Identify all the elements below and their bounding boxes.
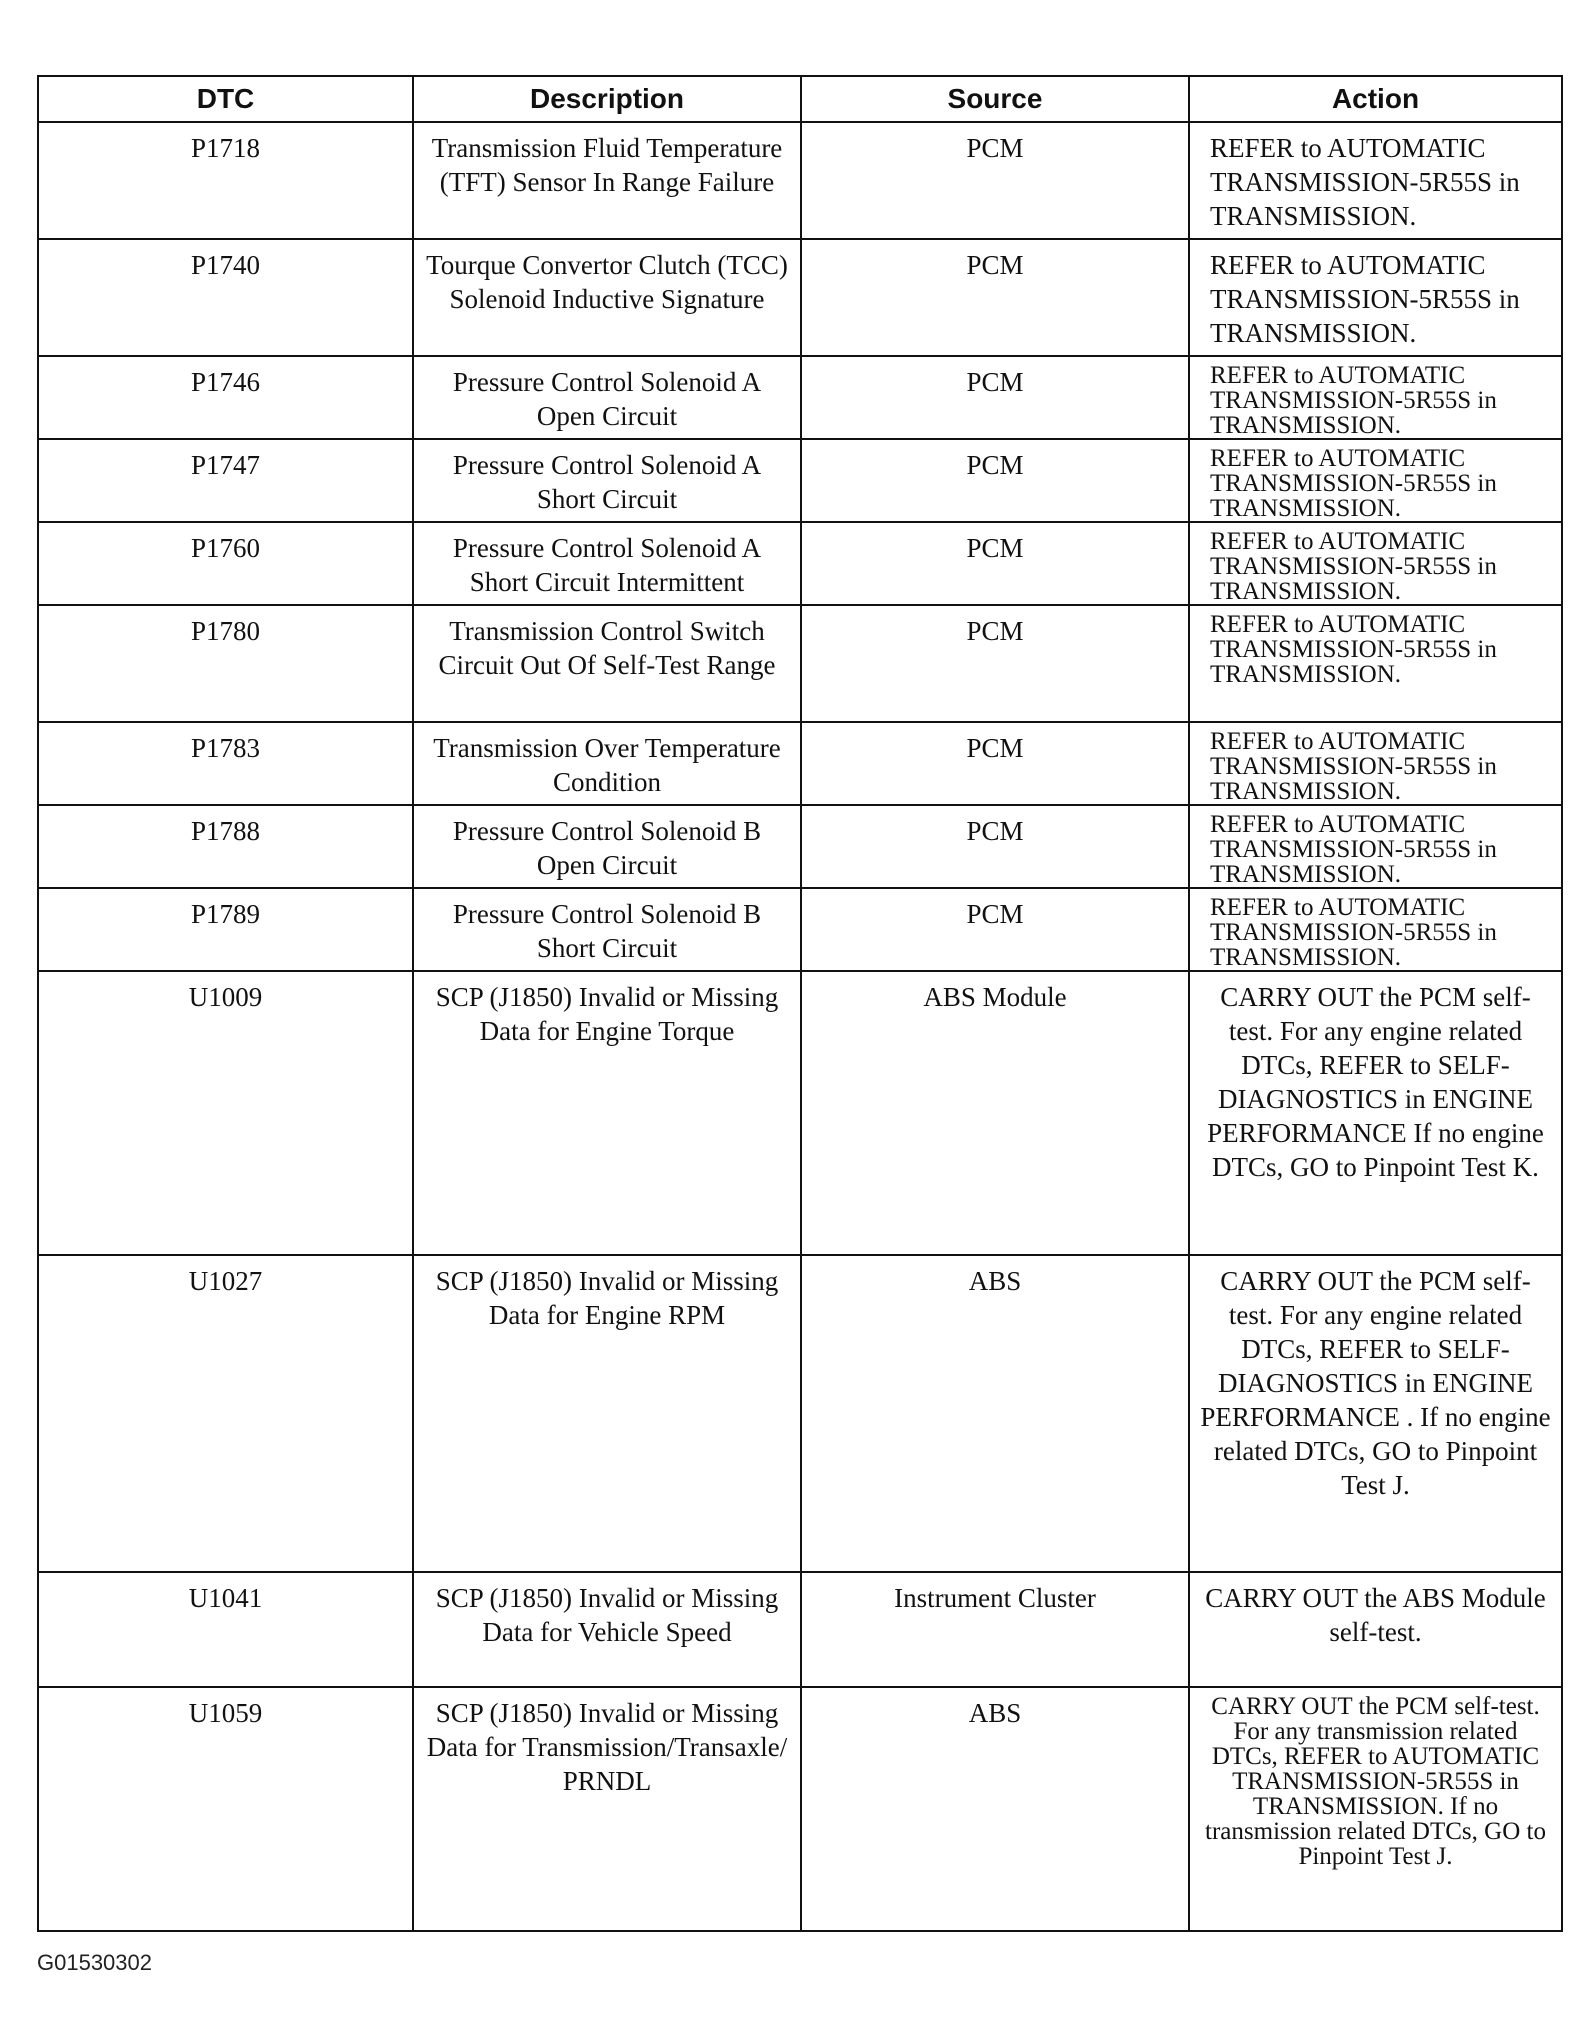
- dtc-code: U1059: [38, 1687, 413, 1931]
- table-row: [38, 805, 1562, 888]
- table-row: [38, 522, 1562, 605]
- dtc-description: Tourque Convertor Clutch (TCC) Solenoid Inductive Signature: [413, 239, 801, 356]
- dtc-action: CARRY OUT the PCM self-test. For any transmission related DTCs, REFER to AUTOMATIC TRANSMISSION-5R55S in TRANSMISSION. If no transmission related DTCs, GO to Pinpoint Test J.: [1189, 1687, 1562, 1931]
- dtc-action: REFER to AUTOMATIC TRANSMISSION-5R55S in TRANSMISSION.: [1189, 722, 1562, 805]
- dtc-code: P1718: [38, 122, 413, 239]
- header-source: Source: [801, 76, 1189, 122]
- dtc-action: REFER to AUTOMATIC TRANSMISSION-5R55S in TRANSMISSION.: [1189, 239, 1562, 356]
- dtc-code: P1788: [38, 805, 413, 888]
- table-row: [38, 888, 1562, 971]
- dtc-code: P1740: [38, 239, 413, 356]
- table-row: [38, 722, 1562, 805]
- dtc-source: PCM: [801, 605, 1189, 722]
- dtc-code: P1747: [38, 439, 413, 522]
- dtc-description: Transmission Control Switch Circuit Out Of Self-Test Range: [413, 605, 801, 722]
- table-header-row: [38, 76, 1562, 122]
- header-dtc: DTC: [38, 76, 413, 122]
- dtc-source: ABS Module: [801, 971, 1189, 1255]
- dtc-action: REFER to AUTOMATIC TRANSMISSION-5R55S in TRANSMISSION.: [1189, 356, 1562, 439]
- header-action: Action: [1189, 76, 1562, 122]
- dtc-action: REFER to AUTOMATIC TRANSMISSION-5R55S in TRANSMISSION.: [1189, 888, 1562, 971]
- dtc-action: CARRY OUT the PCM self-test. For any engine related DTCs, REFER to SELF-DIAGNOSTICS in ENGINE PERFORMANCE . If no engine related DTCs, GO to Pinpoint Test J.: [1189, 1255, 1562, 1572]
- table-row: [38, 439, 1562, 522]
- dtc-action: REFER to AUTOMATIC TRANSMISSION-5R55S in TRANSMISSION.: [1189, 605, 1562, 722]
- dtc-description: Pressure Control Solenoid B Open Circuit: [413, 805, 801, 888]
- table-row: [38, 356, 1562, 439]
- dtc-code: P1783: [38, 722, 413, 805]
- dtc-action: REFER to AUTOMATIC TRANSMISSION-5R55S in TRANSMISSION.: [1189, 522, 1562, 605]
- dtc-code: U1041: [38, 1572, 413, 1687]
- header-description: Description: [413, 76, 801, 122]
- dtc-description: SCP (J1850) Invalid or Missing Data for Engine RPM: [413, 1255, 801, 1572]
- dtc-source: PCM: [801, 356, 1189, 439]
- table-row: [38, 605, 1562, 722]
- dtc-action: CARRY OUT the ABS Module self-test.: [1189, 1572, 1562, 1687]
- dtc-table-container: [37, 75, 1561, 1932]
- dtc-source: Instrument Cluster: [801, 1572, 1189, 1687]
- dtc-source: PCM: [801, 122, 1189, 239]
- dtc-action: REFER to AUTOMATIC TRANSMISSION-5R55S in TRANSMISSION.: [1189, 122, 1562, 239]
- table-row: [38, 122, 1562, 239]
- dtc-description: Transmission Over Temperature Condition: [413, 722, 801, 805]
- dtc-code: P1780: [38, 605, 413, 722]
- dtc-code: P1746: [38, 356, 413, 439]
- dtc-source: PCM: [801, 239, 1189, 356]
- dtc-description: Transmission Fluid Temperature (TFT) Sensor In Range Failure: [413, 122, 801, 239]
- dtc-source: ABS: [801, 1687, 1189, 1931]
- dtc-action: REFER to AUTOMATIC TRANSMISSION-5R55S in TRANSMISSION.: [1189, 439, 1562, 522]
- dtc-source: ABS: [801, 1255, 1189, 1572]
- dtc-action: REFER to AUTOMATIC TRANSMISSION-5R55S in TRANSMISSION.: [1189, 805, 1562, 888]
- dtc-source: PCM: [801, 805, 1189, 888]
- table-row: [38, 971, 1562, 1255]
- dtc-code: U1027: [38, 1255, 413, 1572]
- table-row: [38, 239, 1562, 356]
- table-row: [38, 1572, 1562, 1687]
- dtc-action: CARRY OUT the PCM self-test. For any engine related DTCs, REFER to SELF-DIAGNOSTICS in ENGINE PERFORMANCE If no engine DTCs, GO to Pinpoint Test K.: [1189, 971, 1562, 1255]
- dtc-description: Pressure Control Solenoid A Short Circuit Intermittent: [413, 522, 801, 605]
- table-row: [38, 1255, 1562, 1572]
- figure-code: G01530302: [37, 1950, 152, 1975]
- dtc-code: U1009: [38, 971, 413, 1255]
- dtc-source: PCM: [801, 888, 1189, 971]
- dtc-table: [37, 75, 1563, 1932]
- dtc-description: Pressure Control Solenoid A Open Circuit: [413, 356, 801, 439]
- dtc-description: Pressure Control Solenoid A Short Circuit: [413, 439, 801, 522]
- dtc-description: Pressure Control Solenoid B Short Circuit: [413, 888, 801, 971]
- dtc-source: PCM: [801, 439, 1189, 522]
- table-row: [38, 1687, 1562, 1931]
- dtc-source: PCM: [801, 522, 1189, 605]
- dtc-code: P1760: [38, 522, 413, 605]
- dtc-description: SCP (J1850) Invalid or Missing Data for Vehicle Speed: [413, 1572, 801, 1687]
- dtc-code: P1789: [38, 888, 413, 971]
- dtc-description: SCP (J1850) Invalid or Missing Data for Engine Torque: [413, 971, 801, 1255]
- dtc-description: SCP (J1850) Invalid or Missing Data for Transmission/Transaxle/ PRNDL: [413, 1687, 801, 1931]
- dtc-source: PCM: [801, 722, 1189, 805]
